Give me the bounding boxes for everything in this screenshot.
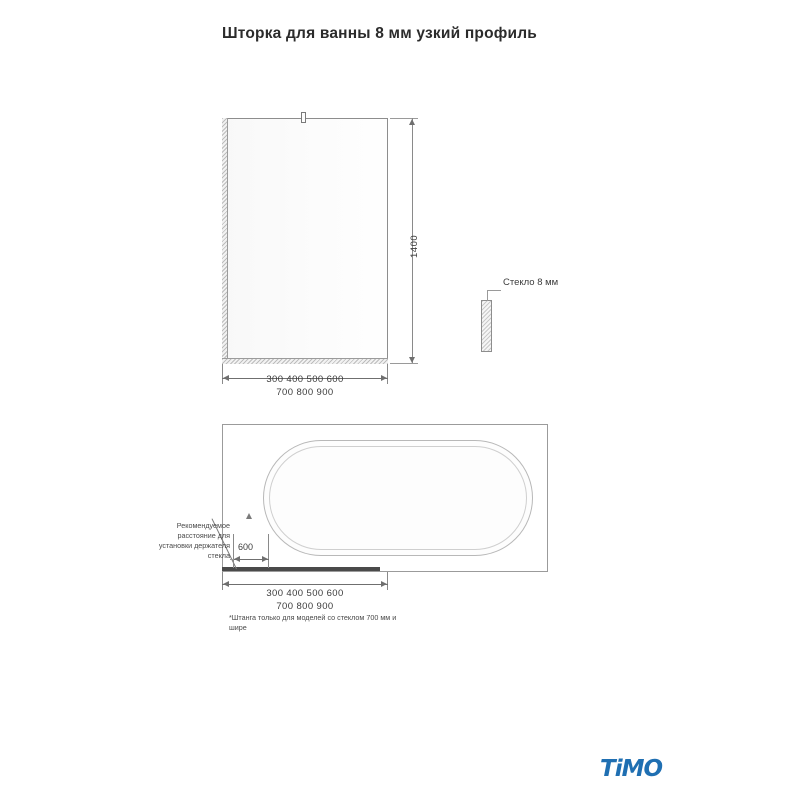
glass-leader-horizontal	[487, 290, 501, 291]
dim-600-arrow-left	[234, 556, 240, 562]
note-leader	[230, 559, 234, 560]
width-options-line2: 700 800 900	[276, 387, 334, 398]
rod-arrow	[246, 513, 252, 519]
glass-thickness-detail	[481, 300, 492, 352]
dim-label-600: 600	[238, 542, 254, 552]
glass-thickness-label: Стекло 8 мм	[503, 277, 559, 288]
profile-vertical	[222, 118, 228, 364]
holder-distance-note: Рекомендуемое расстояние для установки держателя стекла	[158, 521, 230, 560]
width-options-line1: 300 400 500 600	[266, 374, 344, 385]
plan-dim-arrow-left	[223, 581, 229, 587]
page-title: Шторка для ванны 8 мм узкий профиль	[222, 25, 538, 42]
brand-logo	[600, 752, 684, 786]
dim-600-arrow-right	[262, 556, 268, 562]
dim-arrow-down	[409, 357, 415, 363]
glass-panel-plan	[222, 567, 380, 571]
dim-600-extension-right	[268, 534, 269, 568]
plan-dim-arrow-right	[381, 581, 387, 587]
rod-footnote: *Штанга только для моделей со стеклом 700 мм и шире	[229, 613, 397, 632]
plan-width-options-line1: 300 400 500 600	[266, 588, 344, 599]
plan-width-options-line2: 700 800 900	[276, 601, 334, 612]
dim-label-height: 1400	[409, 234, 420, 258]
glass-panel-elevation	[222, 118, 388, 364]
glass-leader-vertical	[487, 290, 488, 301]
bathtub-inner-outline	[269, 446, 527, 550]
top-clip-icon	[301, 112, 306, 123]
plan-dim-line-width	[222, 584, 388, 585]
dim-600-extension-left	[233, 534, 234, 568]
dim-arrow-up	[409, 119, 415, 125]
brand-logo-text: TiMO	[600, 756, 663, 782]
profile-bottom	[222, 358, 388, 364]
dim-extension-bottom	[390, 363, 418, 364]
